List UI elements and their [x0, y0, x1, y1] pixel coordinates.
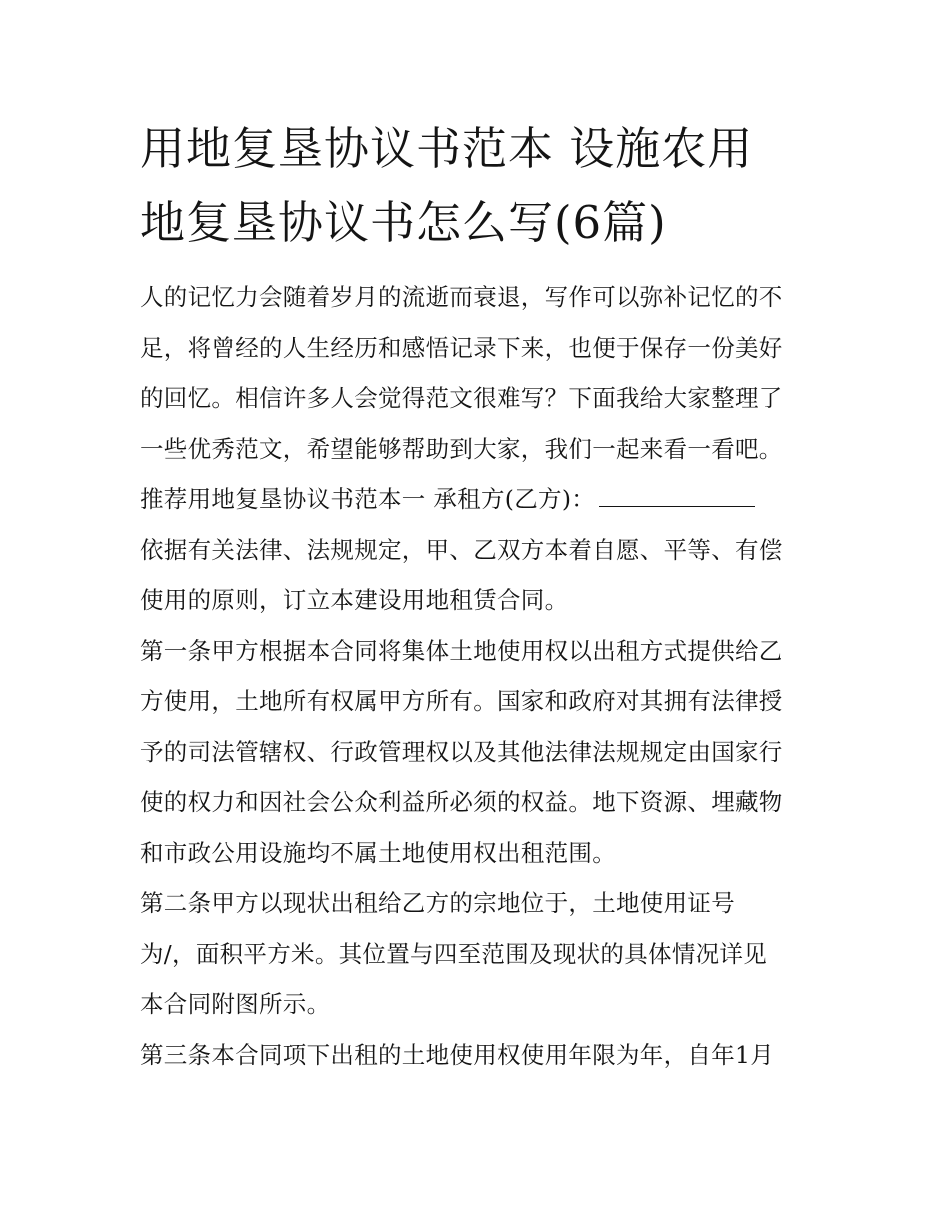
- body-line-14: 为/，面积平方米。其位置与四至范围及现状的具体情况详见: [140, 939, 768, 968]
- body-line-8: 第一条甲方根据本合同将集体土地使用权以出租方式提供给乙: [140, 636, 783, 665]
- document-page: [140, 112, 816, 1080]
- body-line-6: 依据有关法律、法规规定，甲、乙双方本着自愿、平等、有偿: [140, 535, 783, 564]
- body-line-4: 一些优秀范文，希望能够帮助到大家，我们一起来看一看吧。: [140, 434, 783, 463]
- body-line-12: 和市政公用设施均不属土地使用权出租范围。: [140, 838, 616, 867]
- document-body: [140, 272, 816, 1080]
- lessee-label: 推荐用地复垦协议书范本一 承租方(乙方)：: [140, 485, 596, 513]
- body-line-3: 的回忆。相信许多人会觉得范文很难写？下面我给大家整理了: [140, 384, 783, 412]
- body-line-1: 人的记忆力会随着岁月的流逝而衰退，写作可以弥补记忆的不: [140, 283, 783, 311]
- document-title: [140, 112, 816, 260]
- lessee-blank-underline: [599, 482, 755, 507]
- body-line-5: [140, 474, 816, 525]
- body-line-15: 本合同附图所示。: [140, 990, 331, 1018]
- body-line-11: 使的权力和因社会公众利益所必须的权益。地下资源、埋藏物: [140, 788, 783, 816]
- body-line-9: 方使用，土地所有权属甲方所有。国家和政府对其拥有法律授: [140, 687, 783, 715]
- body-line-16: 第三条本合同项下出租的土地使用权使用年限为年，自年1月: [140, 1040, 775, 1069]
- title-line-1: 用地复垦协议书范本 设施农用: [140, 122, 754, 175]
- title-line-2: 地复垦协议书怎么写(6篇): [140, 196, 667, 249]
- body-line-2: 足，将曾经的人生经历和感悟记录下来，也便于保存一份美好: [140, 333, 783, 362]
- body-line-13: 第二条甲方以现状出租给乙方的宗地位于，土地使用证号: [140, 889, 735, 917]
- body-line-10: 予的司法管辖权、行政管理权以及其他法律法规规定由国家行: [140, 737, 783, 766]
- body-line-7: 使用的原则，订立本建设用地租赁合同。: [140, 586, 569, 614]
